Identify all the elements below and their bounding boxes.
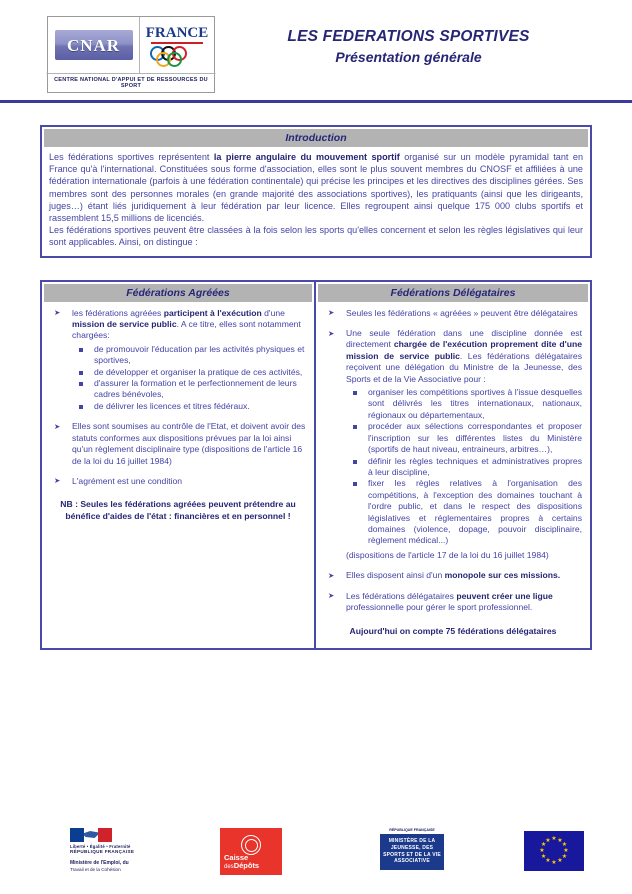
page-title-line1: LES FEDERATIONS SPORTIVES xyxy=(287,28,530,45)
caisse-des-depots-logo xyxy=(220,828,315,875)
page-title-line2: Présentation générale xyxy=(335,49,482,65)
left-item1-part-b: d'une xyxy=(261,307,285,318)
introduction-paragraph-1 xyxy=(49,151,583,224)
eu-star-icon: ★ xyxy=(540,854,547,860)
introduction-paragraph-2: Les fédérations sportives peuvent être classées à la fois selon les sports qu'elles concernent et selon les règles législatives qui leur sont applicables. Ainsi, on distingue : xyxy=(49,225,583,248)
left-item1-part-c: . A ce titre, elles sont notamment chargées: xyxy=(72,319,301,341)
eu-star-icon: ★ xyxy=(545,858,551,865)
left-item1-bold-2: mission de service public xyxy=(72,319,177,330)
list-item: de développer et organiser la pratique de ces activités, xyxy=(72,367,306,378)
page-header xyxy=(0,0,632,92)
caisse-seal-icon xyxy=(241,835,261,855)
caisse-prefix: des xyxy=(224,864,234,870)
cnar-badge-icon xyxy=(55,30,133,60)
european-union-logo xyxy=(509,828,599,871)
eu-star-icon: ★ xyxy=(539,848,545,854)
introduction-body xyxy=(44,147,588,254)
left-item1-part-a: les fédérations agréées xyxy=(72,307,164,318)
list-item xyxy=(324,570,582,581)
list-item: fixer les règles relatives à l'organisation des compétitions, à l'exception des domaines touchant à l'ordre public, et dans le respect des dispositions législatives et réglementaires propres à certains domaines (violence, dopage, pouvoir disciplinaire, règlement médical...) xyxy=(346,478,582,546)
rf-motto: Liberté • Égalité • Fraternité xyxy=(70,844,131,849)
intro-p1-part-a: Les fédérations sportives représentent xyxy=(49,152,214,162)
france-wordmark: FRANCE xyxy=(145,25,209,42)
cnar-logo-caption: CENTRE NATIONAL D'APPUI ET DE RESSOURCES DU SPORT xyxy=(46,73,215,92)
rf-ministry-line1: Ministère de l'Emploi, du xyxy=(70,860,129,866)
rf-ministry-label xyxy=(70,860,182,873)
list-item xyxy=(50,308,306,413)
intro-p1-bold: la pierre angulaire du mouvement sportif xyxy=(213,152,400,162)
left-item1-bold-1: participent à l'exécution xyxy=(163,307,262,318)
eu-star-icon: ★ xyxy=(561,854,568,860)
right-column-title: Fédérations Délégataires xyxy=(318,284,588,302)
eu-star-icon: ★ xyxy=(563,848,569,854)
logo-row xyxy=(48,17,214,73)
france-red-rule xyxy=(151,42,203,44)
introduction-title: Introduction xyxy=(44,129,588,147)
right-item4-bold: peuvent créer une ligue xyxy=(456,590,553,601)
minjs-ministry-box: MINISTÈRE DE LA JEUNESSE, DES SPORTS ET DE LA VIE ASSOCIATIVE xyxy=(380,834,444,869)
rf-ministry-line2: Travail et de la Cohésion xyxy=(70,866,121,872)
eu-flag-icon xyxy=(524,831,584,871)
left-column-nb-note: NB : Seules les fédérations agréées peuvent prétendre au bénéfice d'aides de l'état : financières et en personnel ! xyxy=(60,499,296,521)
cnar-france-logo xyxy=(47,16,215,93)
caisse-line1: Caisse xyxy=(224,853,249,862)
cnar-wordmark: CNAR xyxy=(66,35,121,55)
eu-star-icon: ★ xyxy=(557,837,563,844)
list-item: d'assurer la formation et le perfectionnement de leurs cadres bénévoles, xyxy=(72,378,306,401)
right-item4-part-a: Les fédérations délégataires xyxy=(346,590,457,601)
header-divider xyxy=(0,100,632,103)
eu-star-icon: ★ xyxy=(557,858,563,865)
intro-p1-part-b: organisé sur un modèle pyramidal tant en France qu'à l'international. Constituées sous forme d'association, elles sont le plus souvent membres du CNOSF et affiliées à une fédération internationale (parfois à une fédération continentale) qui précise les principes et les directives des disciplines gérées. Ses membres sont des personnes morales (en grande majorité des associations sportives), les pratiquants (ainsi que les dirigeants, juges…) étant liés juridiquement à leur fédération par leur licence. Elles regroupent ainsi quelque 175 000 clubs sportifs et rassemblent 15,5 millions de licenciés. xyxy=(49,152,583,224)
eu-star-icon: ★ xyxy=(551,836,557,842)
minjs-republic-label: RÉPUBLIQUE FRANÇAISE xyxy=(389,828,435,832)
right-item4-part-b: professionnelle pour gérer le sport professionnel. xyxy=(346,601,533,612)
list-item: organiser les compétitions sportives à l'issue desquelles sont délivrés les titres internationaux, nationaux, régionaux ou départementaux, xyxy=(346,387,582,421)
olympic-rings-icon xyxy=(150,46,204,66)
footer-logos xyxy=(0,828,632,888)
france-olympic-logo-cell xyxy=(140,17,214,73)
column-federations-agreees xyxy=(42,282,316,648)
right-sub-bullet-list xyxy=(346,387,582,547)
list-item: définir les règles techniques et administratives propres à leur discipline, xyxy=(346,456,582,479)
left-bullet-list xyxy=(50,308,306,488)
right-item2-part-b: . Les fédérations délégataires reçoivent une délégation du Ministre de la Jeunesse, des Sports et de la Vie Associative pour : xyxy=(346,350,582,384)
french-flag-icon xyxy=(70,828,112,842)
caisse-logo-tile xyxy=(220,828,282,875)
eu-star-icon: ★ xyxy=(540,842,547,848)
left-column-title: Fédérations Agréées xyxy=(44,284,312,302)
list-item: ➤ Elles sont soumises au contrôle de l'Etat, et doivent avoir des statuts conformes aux dispositions prévues par la loi ainsi qu'un règlement disciplinaire type (dispositions de l'article 16 de la loi du 16 juillet 1984) xyxy=(50,421,306,467)
list-item: ➤ L'agrément est une condition xyxy=(50,476,306,487)
rf-republic-label: RÉPUBLIQUE FRANÇAISE xyxy=(70,849,135,854)
right-bullet-list xyxy=(324,308,582,614)
list-item: ➤ Seules les fédérations « agréées » peuvent être délégataires xyxy=(324,308,582,319)
federations-comparison-table xyxy=(40,280,592,650)
introduction-box xyxy=(40,125,592,258)
right-item2-bold: chargée de l'exécution proprement dite d'une mission de service public xyxy=(346,339,582,361)
right-item3-part-a: Elles disposent ainsi d'un xyxy=(346,570,445,581)
list-item: de promouvoir l'éducation par les activités physiques et sportives, xyxy=(72,344,306,367)
caisse-depots: Dépôts xyxy=(233,861,260,870)
list-item: procéder aux sélections correspondantes et proposer l'inscription sur les différentes listes du Ministère (sportifs de haut niveau, entraineurs, arbitres…), xyxy=(346,421,582,455)
left-sub-bullet-list xyxy=(72,344,306,412)
ministere-jeunesse-sports-logo xyxy=(357,828,467,870)
right-column-body xyxy=(318,302,588,646)
eu-star-icon: ★ xyxy=(551,860,557,866)
caisse-wordmark xyxy=(224,854,259,871)
list-item: de délivrer les licences et titres fédéraux. xyxy=(72,401,306,412)
right-item2-part-a: Une seule fédération dans une discipline donnée est directement xyxy=(346,328,582,350)
list-item xyxy=(324,328,582,561)
republique-francaise-logo xyxy=(62,828,182,873)
column-federations-delegataires xyxy=(316,282,590,648)
right-item3-bold: monopole sur ces missions. xyxy=(444,570,561,581)
right-article-17-note: (dispositions de l'article 17 de la loi du 16 juillet 1984) xyxy=(346,549,549,560)
cnar-logo-cell xyxy=(48,17,140,73)
eu-star-icon: ★ xyxy=(561,842,568,848)
page-title xyxy=(215,16,632,65)
left-column-body xyxy=(44,302,312,531)
right-column-final-statement: Aujourd'hui on compte 75 fédérations délégataires xyxy=(349,626,557,637)
eu-star-icon: ★ xyxy=(545,837,551,844)
list-item xyxy=(324,591,582,614)
caisse-line2 xyxy=(224,862,259,871)
